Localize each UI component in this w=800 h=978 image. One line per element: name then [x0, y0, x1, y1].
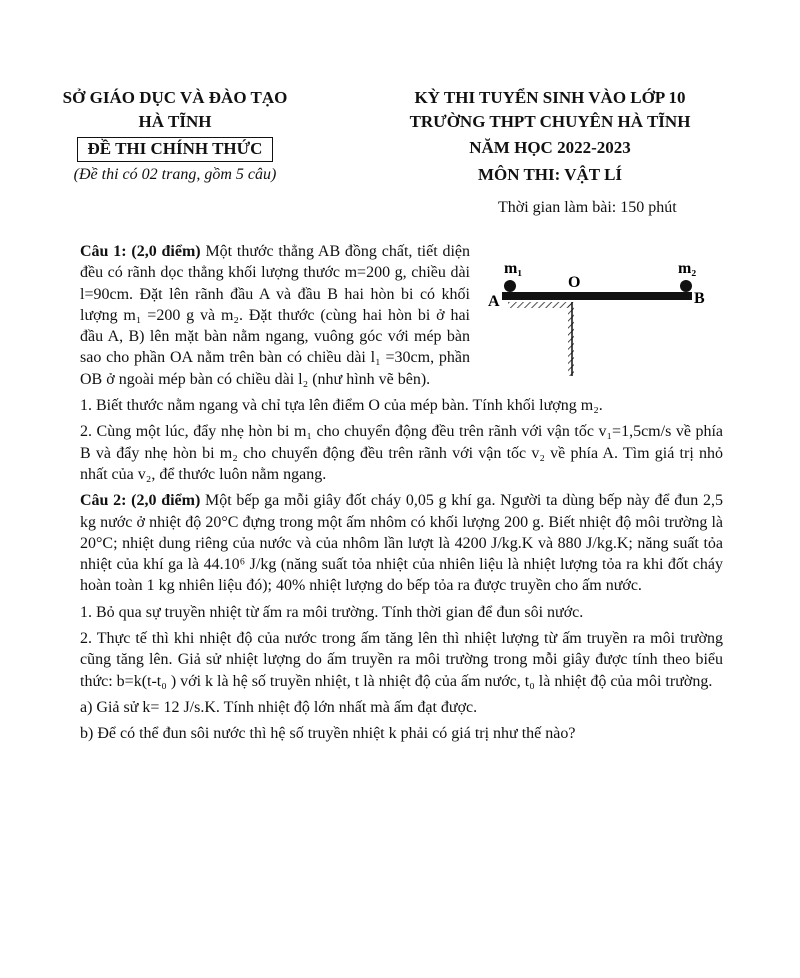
exam-content	[80, 241, 723, 745]
header-left	[40, 86, 310, 186]
label-m1: m₁	[504, 260, 523, 277]
question-2-title: Câu 2: (2,0 điểm)	[80, 492, 201, 510]
question-2-intro	[80, 490, 723, 596]
label-o: O	[568, 274, 581, 291]
header-right	[340, 86, 760, 188]
school-name: TRƯỜNG THPT CHUYÊN HÀ TĨNH	[409, 112, 691, 131]
province-name: HÀ TĨNH	[138, 112, 212, 131]
subject: MÔN THI: VẬT LÍ	[477, 165, 623, 184]
question-1-part-2: 2. Cùng một lúc, đẩy nhẹ hòn bi m₁ cho chuyển động đều trên rãnh với vận tốc v₁=1,5cm/s về phía B và đẩy nhẹ hòn bi m₂ cho chuyển động đều trên rãnh với vận tốc v₂ về phía A. Tìm giá trị nhỏ nhất của v₂, để thước luôn nằm ngang.	[80, 423, 723, 483]
exam-name: KỲ THI TUYỂN SINH VÀO LỚP 10	[414, 88, 686, 107]
question-1-title: Câu 1: (2,0 điểm)	[80, 243, 201, 260]
official-exam-stamp: ĐỀ THI CHÍNH THỨC	[77, 137, 274, 162]
question-2-part-2a: a) Giả sử k= 12 J/s.K. Tính nhiệt độ lớn nhất mà ấm đạt được.	[80, 698, 478, 716]
label-b: B	[694, 290, 705, 307]
question-2-part-2b: b) Để có thể đun sôi nước thì hệ số truyền nhiệt k phải có giá trị như thế nào?	[80, 725, 576, 743]
question-1-text: Một thước thẳng AB đồng chất, tiết diện đều có rãnh dọc thẳng khối lượng thước m=200 g, chiều dài l=90cm. Đặt lên rãnh đầu A và đầu B hai hòn bi có khối lượng m₁ =200 g và m₂. Đặt thước (cùng hai hòn bi ở hai đầu A, B) lên mặt bàn nằm ngang, vuông góc với mép bàn sao cho phần OA nằm trên bàn có chiều dài l₁ =30cm, phần OB ở ngoài mép bàn có chiều dài l₂ (như hình vẽ bên).	[80, 243, 470, 388]
question-2-part-2: 2. Thực tế thì khi nhiệt độ của nước trong ấm tăng lên thì nhiệt lượng từ ấm truyền ra môi trường cũng tăng lên. Giả sử nhiệt lượng do ấm truyền ra môi trường trong mỗi giây được tính theo biểu thức: b=k(t-t₀ ) với k là hệ số truyền nhiệt, t là nhiệt độ của ấm nước, t₀ là nhiệt độ của môi trường.	[80, 630, 723, 690]
label-m2: m₂	[678, 260, 697, 277]
school-year: NĂM HỌC 2022-2023	[469, 138, 631, 157]
label-a: A	[488, 293, 500, 310]
exam-pages-note: (Đề thi có 02 trang, gồm 5 câu)	[73, 166, 277, 183]
question-1-part-1: 1. Biết thước nằm ngang và chỉ tựa lên điểm O của mép bàn. Tính khối lượng m₂.	[80, 397, 603, 415]
question-2-text: Một bếp ga mỗi giây đốt cháy 0,05 g khí ga. Người ta dùng bếp này để đun 2,5 kg nước ở nhiệt độ 20°C đựng trong một ấm nhôm có khối lượng 200 g. Biết nhiệt độ môi trường là 20°C; nhiệt dung riêng của nước và của nhôm lần lượt là 4200 J/kg.K và 880 J/kg.K; năng suất tỏa nhiệt của khí ga là 44.10⁶ J/kg (năng suất tỏa nhiệt của nhiên liệu là nhiệt lượng tỏa ra khi đốt cháy hoàn toàn 1 kg nhiên liệu đó); 40% nhiệt lượng do bếp tỏa ra được truyền cho ấm nước.	[80, 492, 723, 595]
department-name: SỞ GIÁO DỤC VÀ ĐÀO TẠO	[62, 88, 288, 107]
exam-duration: Thời gian làm bài: 150 phút	[498, 199, 677, 216]
question-1-intro	[80, 241, 470, 390]
question-2-part-1: 1. Bỏ qua sự truyền nhiệt từ ấm ra môi trường. Tính thời gian để đun sôi nước.	[80, 603, 584, 621]
